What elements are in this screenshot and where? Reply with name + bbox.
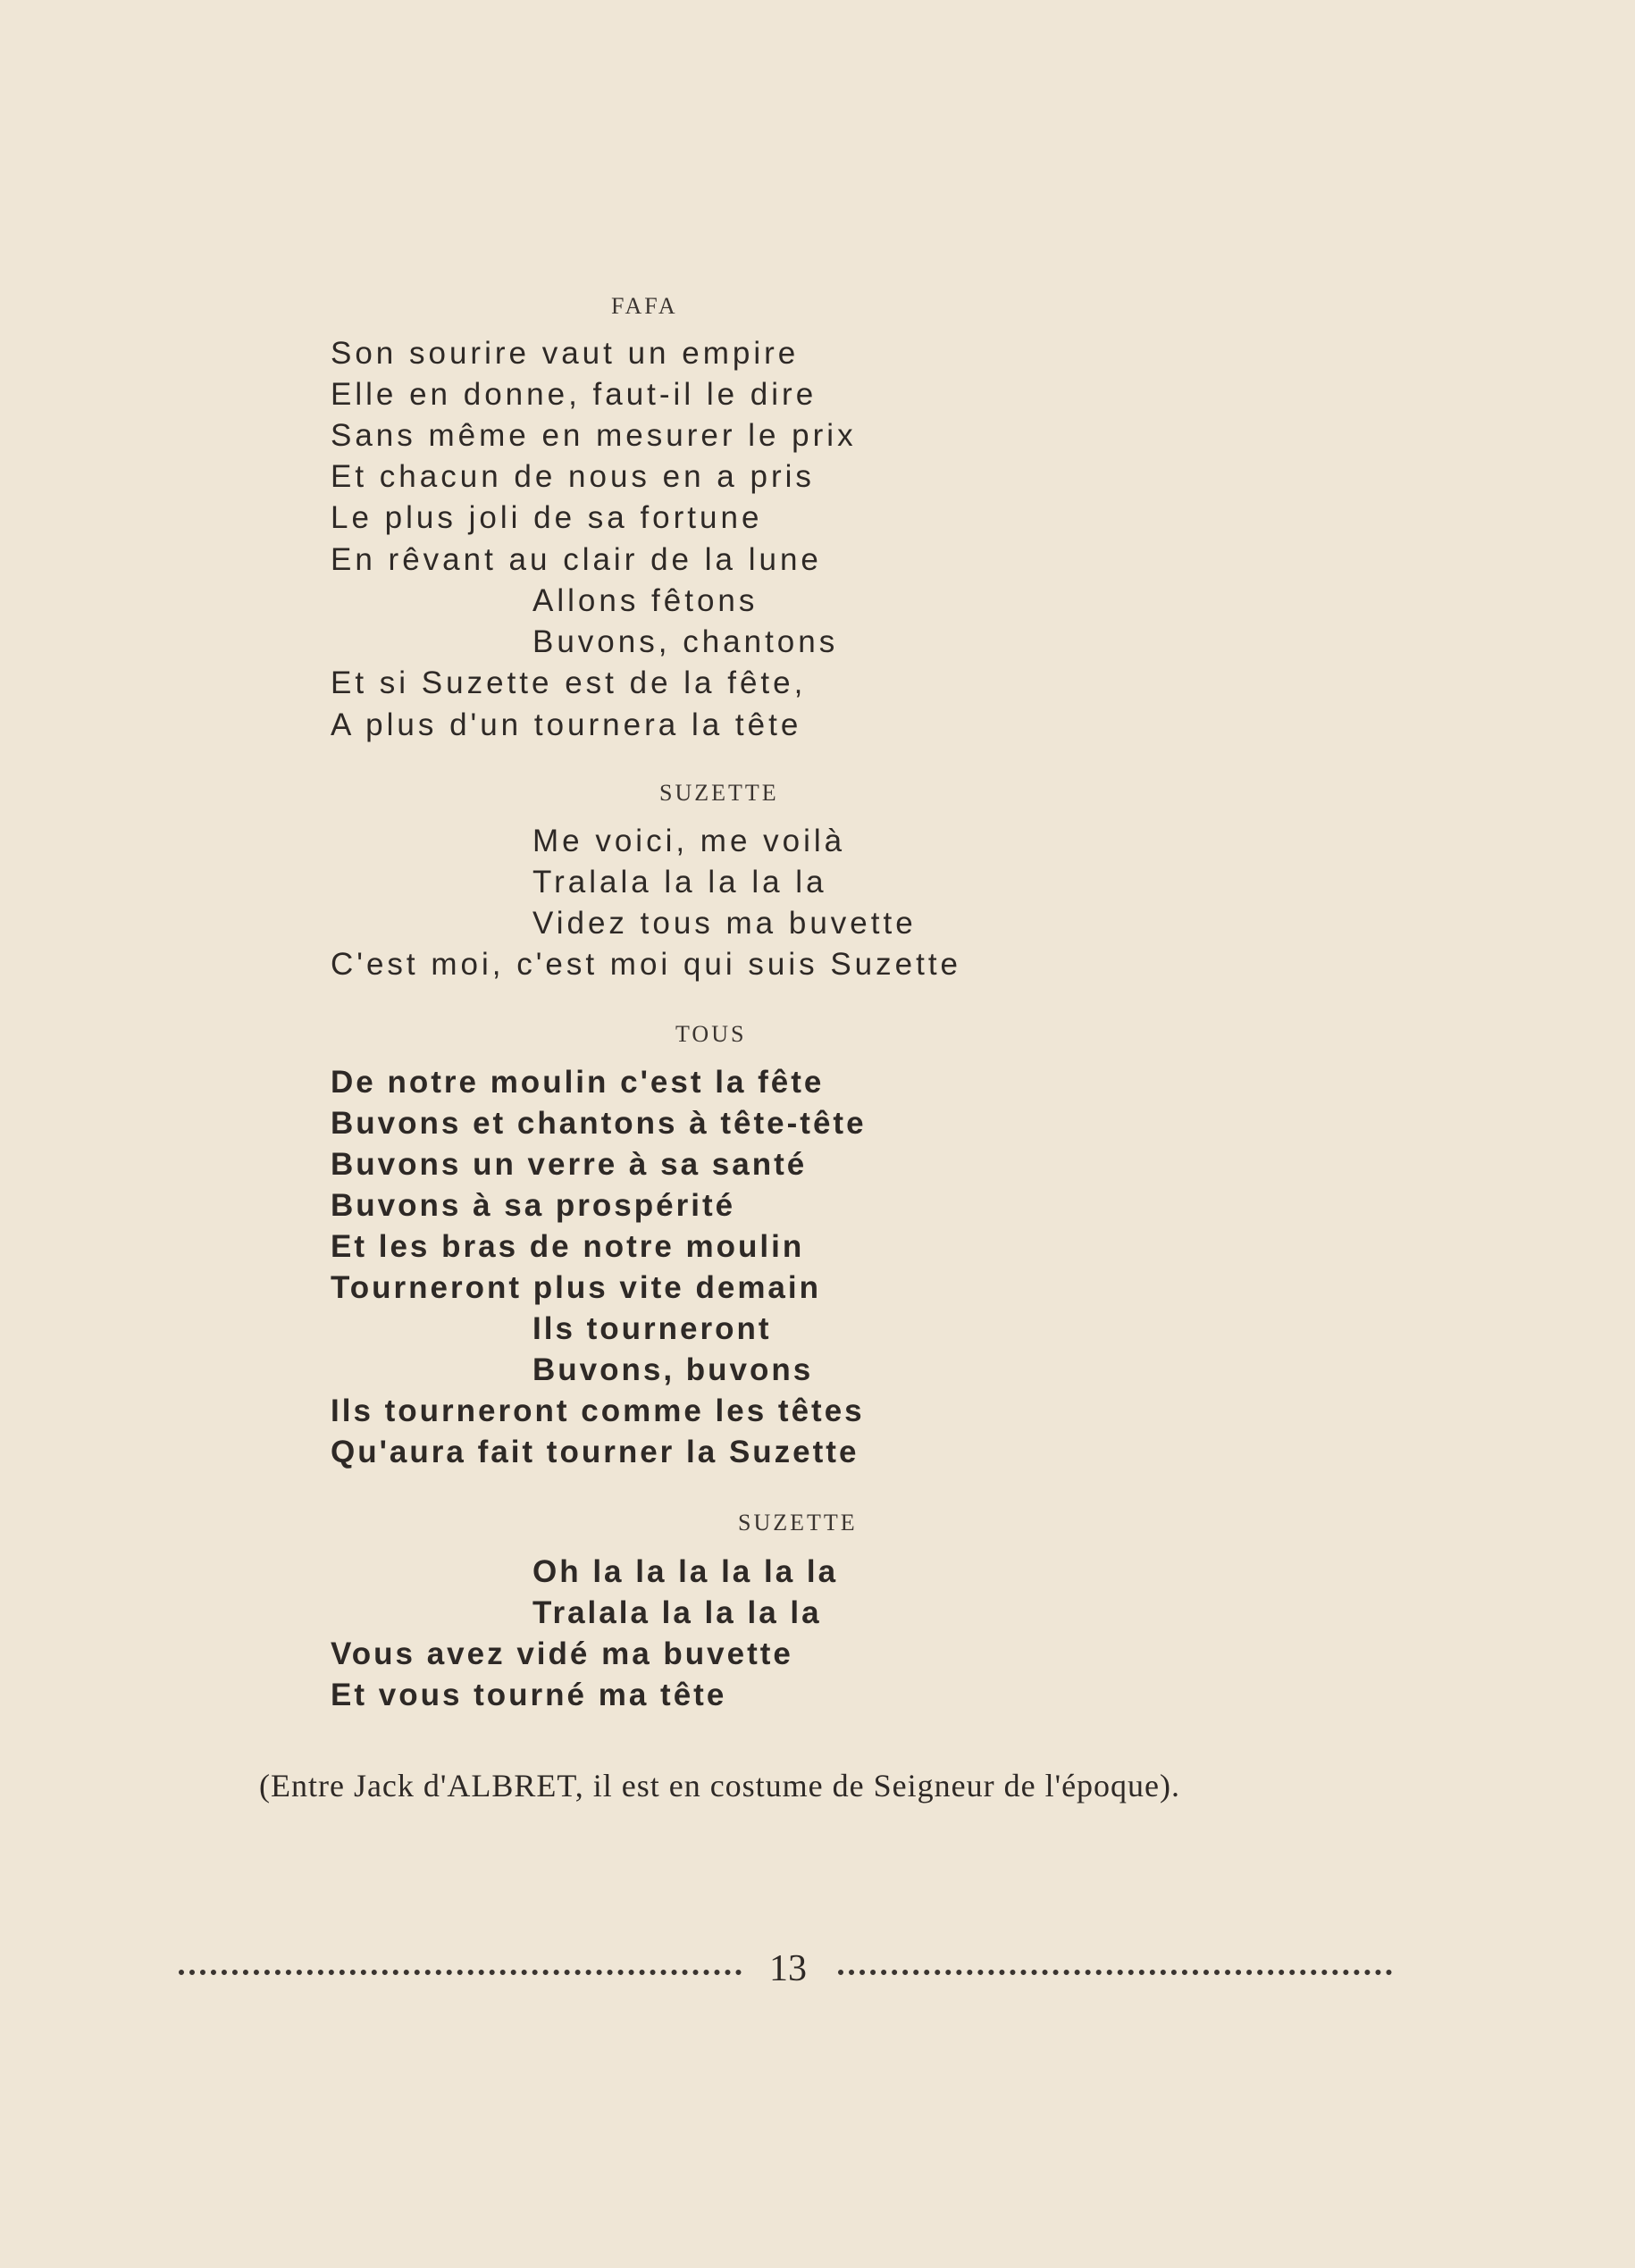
verse-line: A plus d'un tournera la tête (331, 707, 802, 742)
page-number: 13 (769, 1948, 807, 1989)
speaker-name: FAFA (611, 293, 678, 319)
verse-line: Tralala la la la la (532, 1595, 822, 1630)
speaker-name: TOUS (675, 1021, 747, 1047)
verse-line: Et les bras de notre moulin (331, 1229, 805, 1264)
verse-line: Buvons un verre à sa santé (331, 1147, 808, 1182)
verse-line: Videz tous ma buvette (532, 906, 917, 941)
verse-line: Et vous tourné ma tête (331, 1678, 727, 1712)
verse-line: C'est moi, c'est moi qui suis Suzette (331, 947, 962, 982)
verse-line: Buvons, buvons (532, 1352, 814, 1387)
verse-line: En rêvant au clair de la lune (331, 542, 822, 577)
verse-line: De notre moulin c'est la fête (331, 1065, 825, 1100)
verse-line: Vous avez vidé ma buvette (331, 1636, 793, 1671)
verse-line: Tourneront plus vite demain (331, 1270, 822, 1305)
footer-rule-left (179, 1970, 742, 1975)
verse-line: Buvons et chantons à tête-tête (331, 1106, 867, 1141)
verse-line: Et chacun de nous en a pris (331, 459, 815, 494)
speaker-name: SUZETTE (738, 1510, 858, 1536)
verse-line: Me voici, me voilà (532, 824, 846, 858)
footer-rule-right (838, 1970, 1392, 1975)
verse-line: Le plus joli de sa fortune (331, 500, 763, 535)
verse-line: Elle en donne, faut-il le dire (331, 377, 818, 412)
verse-line: Ils tourneront comme les têtes (331, 1393, 865, 1428)
verse-line: Son sourire vaut un empire (331, 336, 800, 371)
verse-line: Ils tourneront (532, 1311, 772, 1346)
speaker-name: SUZETTE (659, 780, 779, 806)
stage-direction: (Entre Jack d'ALBRET, il est en costume de Seigneur de l'époque). (259, 1768, 1181, 1804)
verse-line: Tralala la la la la (532, 865, 827, 900)
verse-line: Oh la la la la la la (532, 1554, 839, 1589)
verse-line: Buvons à sa prospérité (331, 1188, 736, 1223)
verse-line: Buvons, chantons (532, 624, 839, 659)
verse-line: Et si Suzette est de la fête, (331, 665, 807, 700)
verse-line: Qu'aura fait tourner la Suzette (331, 1435, 859, 1469)
verse-line: Allons fêtons (532, 583, 759, 618)
verse-line: Sans même en mesurer le prix (331, 418, 857, 453)
